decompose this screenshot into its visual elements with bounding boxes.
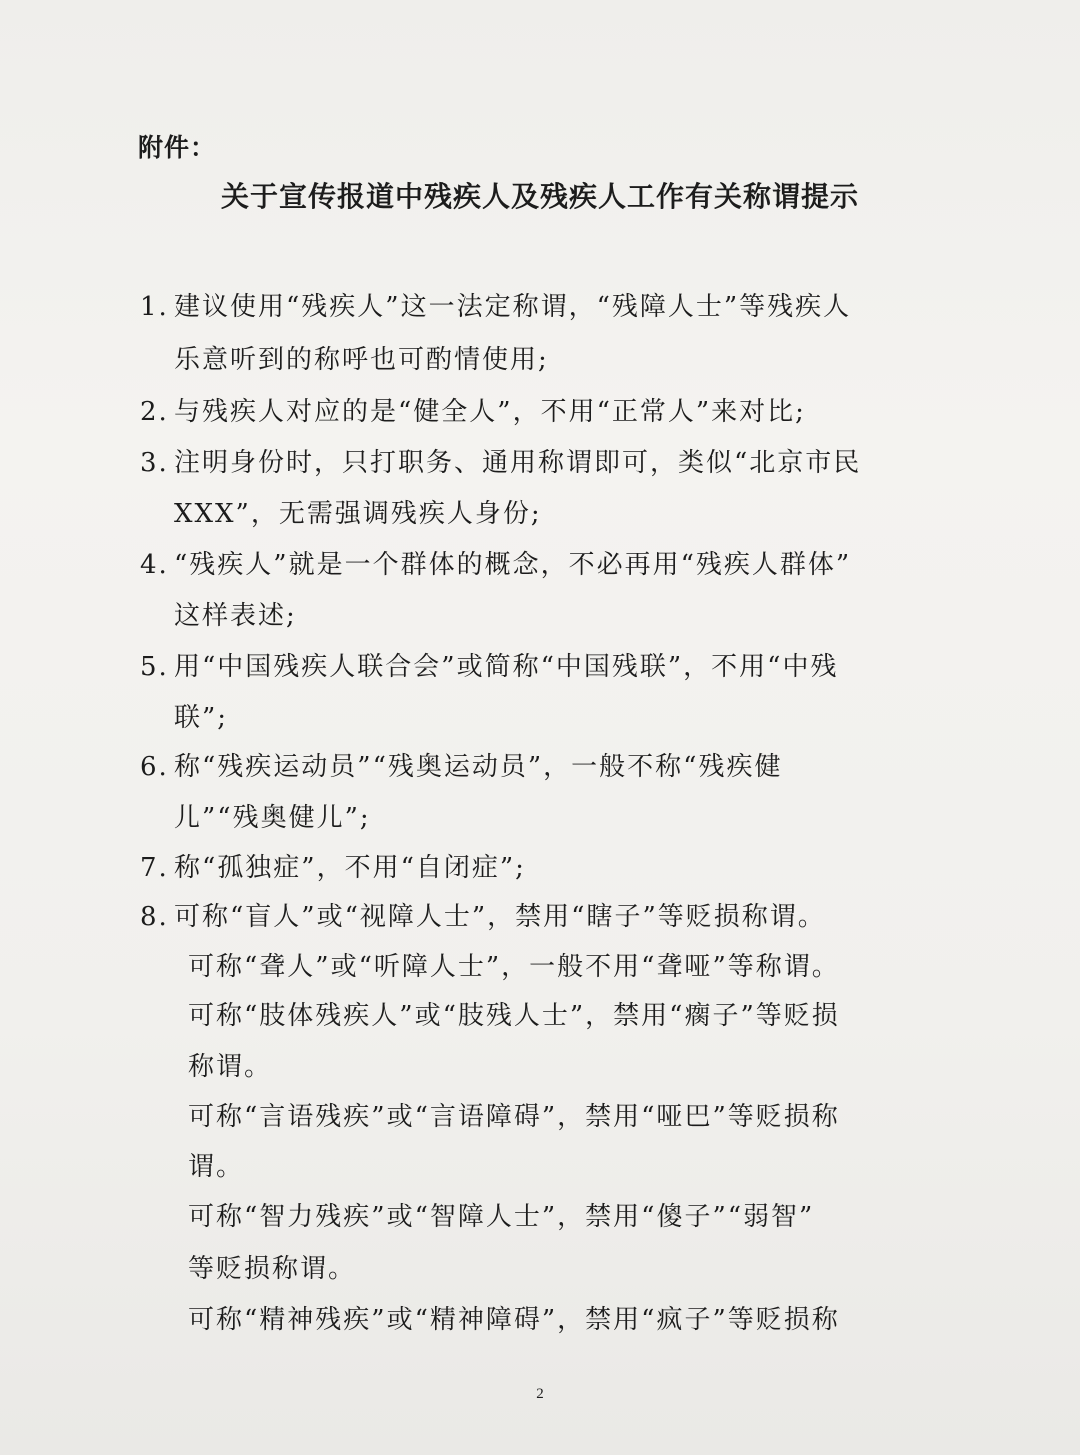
item-text: 建议使用“残疾人”这一法定称谓，“残障人士”等残疾人	[174, 292, 852, 322]
item-8-paragraph-intellectual: 可称“智力残疾”或“智障人士”，禁用“傻子”“弱智”	[188, 1202, 815, 1232]
item-text: “残疾人”就是一个群体的概念，不必再用“残疾人群体”	[174, 550, 852, 580]
list-item-4	[140, 548, 851, 582]
item-number: 6.	[140, 752, 169, 782]
list-item-6	[140, 750, 782, 784]
page-number: 2	[536, 1386, 544, 1402]
list-item-3	[140, 446, 861, 480]
list-item-8	[140, 900, 826, 934]
item-text: 用“中国残疾人联合会”或简称“中国残联”，不用“中残	[174, 652, 839, 682]
list-item-1	[140, 290, 851, 324]
item-text: 称“残疾运动员”“残奥运动员”，一般不称“残疾健	[174, 752, 783, 782]
attachment-label: 附件：	[138, 133, 217, 162]
list-item-3-cont: XXX”，无需强调残疾人身份;	[174, 499, 542, 529]
document-title: 关于宣传报道中残疾人及残疾人工作有关称谓提示	[220, 180, 859, 213]
list-item-2	[140, 395, 806, 429]
item-8-paragraph-physical: 可称“肢体残疾人”或“肢残人士”，禁用“瘸子”等贬损	[188, 1001, 840, 1031]
list-item-7	[140, 851, 526, 885]
item-number: 3.	[140, 448, 169, 478]
list-item-5-cont: 联”;	[174, 703, 229, 733]
list-item-1-cont: 乐意听到的称呼也可酌情使用;	[174, 345, 549, 375]
item-number: 8.	[140, 902, 169, 932]
item-text: 可称“盲人”或“视障人士”，禁用“瞎子”等贬损称谓。	[174, 902, 826, 932]
item-8-paragraph-speech-cont: 谓。	[188, 1152, 245, 1182]
item-8-paragraph-speech: 可称“言语残疾”或“言语障碍”，禁用“哑巴”等贬损称	[188, 1102, 840, 1132]
item-text: 称“孤独症”，不用“自闭症”;	[174, 853, 526, 883]
item-8-paragraph-intellectual-cont: 等贬损称谓。	[188, 1254, 357, 1284]
item-8-paragraph-hearing: 可称“聋人”或“听障人士”，一般不用“聋哑”等称谓。	[188, 952, 840, 982]
item-number: 4.	[140, 550, 169, 580]
list-item-4-cont: 这样表述;	[174, 601, 297, 631]
item-text: 与残疾人对应的是“健全人”，不用“正常人”来对比;	[174, 397, 806, 427]
item-8-paragraph-physical-cont: 称谓。	[188, 1052, 273, 1082]
item-text: 注明身份时，只打职务、通用称谓即可，类似“北京市民	[174, 448, 862, 478]
list-item-5	[140, 650, 838, 684]
item-number: 1.	[140, 292, 169, 322]
item-number: 5.	[140, 652, 169, 682]
item-number: 7.	[140, 853, 169, 883]
item-8-paragraph-mental: 可称“精神残疾”或“精神障碍”，禁用“疯子”等贬损称	[188, 1305, 840, 1335]
item-number: 2.	[140, 397, 169, 427]
list-item-6-cont: 儿”“残奥健儿”;	[174, 803, 371, 833]
